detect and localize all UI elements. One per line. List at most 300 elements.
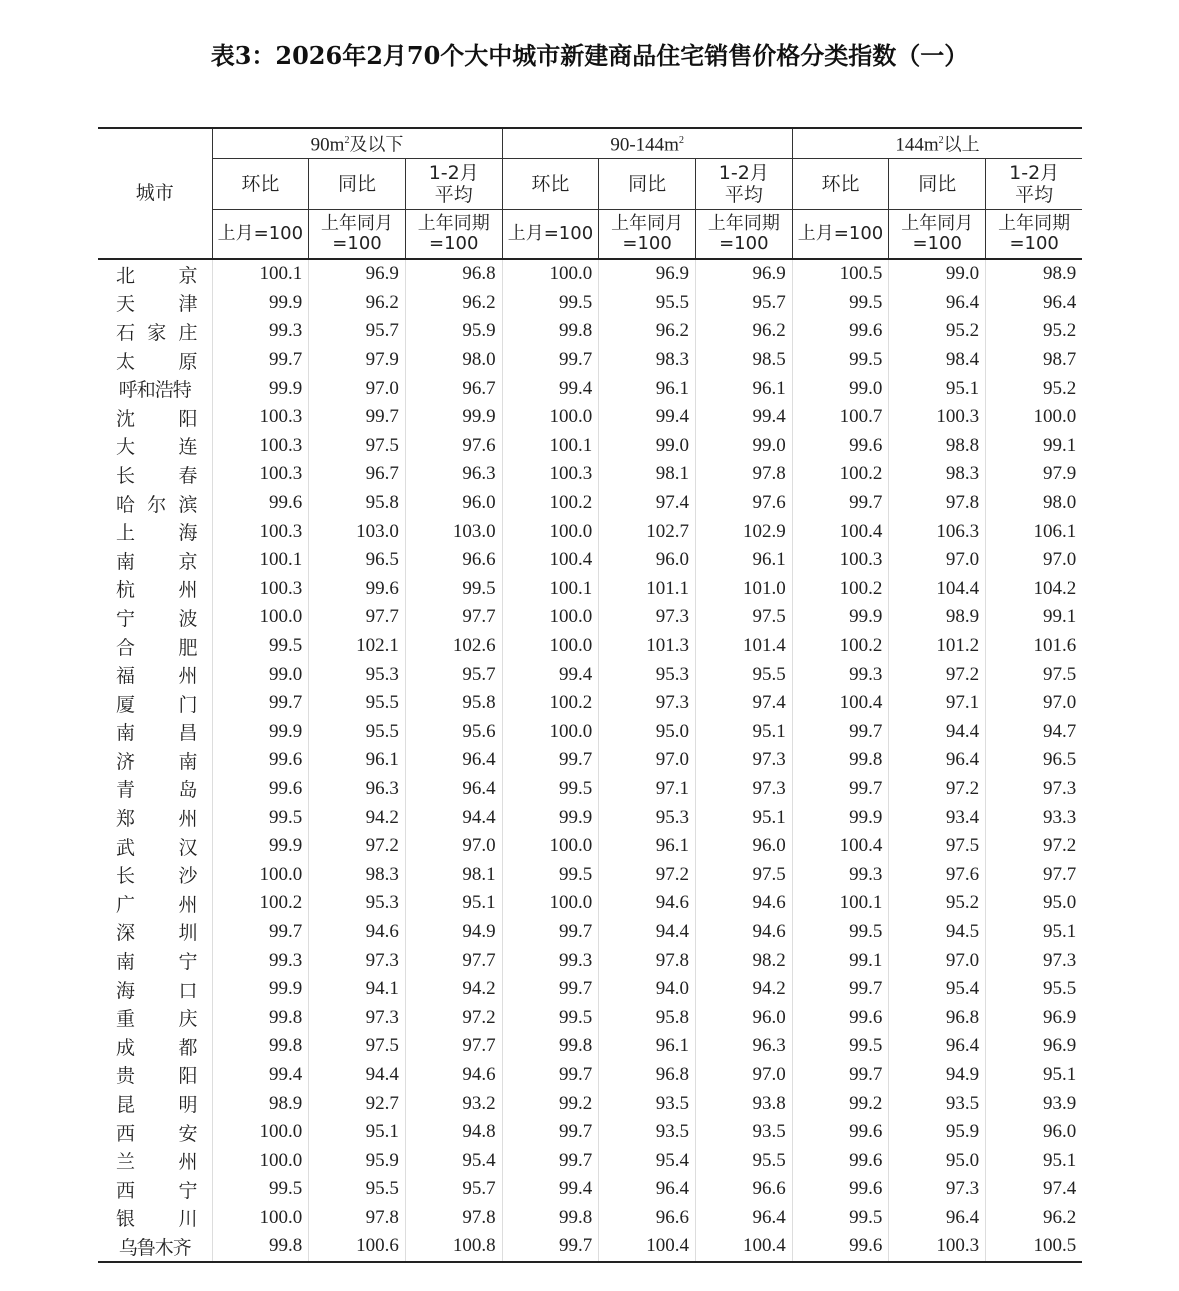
- table-row: [98, 689, 1082, 718]
- group-label: 90-144m: [610, 134, 679, 156]
- index-value-cell: 95.5: [309, 689, 406, 718]
- index-value-cell: 97.8: [405, 1204, 502, 1233]
- index-value-cell: 99.4: [212, 1061, 309, 1090]
- index-value-cell: 100.2: [792, 632, 889, 661]
- index-value-cell: 95.1: [695, 718, 792, 747]
- index-value-cell: 99.7: [502, 746, 599, 775]
- index-value-cell: 100.0: [502, 403, 599, 432]
- index-value-cell: 93.5: [599, 1089, 696, 1118]
- index-value-cell: 100.3: [889, 1232, 986, 1262]
- index-value-cell: 99.1: [986, 432, 1083, 461]
- metric-header-line: 同比: [628, 173, 667, 195]
- base-header: [889, 210, 986, 260]
- base-header-line: 上月=100: [507, 223, 594, 244]
- index-value-cell: 99.9: [212, 832, 309, 861]
- superscript: 2: [938, 135, 944, 147]
- index-value-cell: 99.8: [212, 1232, 309, 1262]
- index-value-cell: 100.3: [212, 517, 309, 546]
- index-value-cell: 99.6: [792, 1232, 889, 1262]
- metric-header: [212, 159, 309, 210]
- index-value-cell: 99.7: [792, 975, 889, 1004]
- base-header-line: =100: [429, 233, 479, 254]
- index-value-cell: 99.5: [212, 803, 309, 832]
- index-value-cell: 94.0: [599, 975, 696, 1004]
- index-value-cell: 100.2: [792, 575, 889, 604]
- index-value-cell: 96.0: [695, 1003, 792, 1032]
- index-value-cell: 97.6: [889, 860, 986, 889]
- index-value-cell: 99.5: [502, 1003, 599, 1032]
- index-value-cell: 96.4: [695, 1204, 792, 1233]
- index-value-cell: 98.7: [986, 346, 1083, 375]
- index-value-cell: 94.9: [889, 1061, 986, 1090]
- group-header-row: [98, 128, 1082, 159]
- index-value-cell: 94.9: [405, 918, 502, 947]
- index-value-cell: 97.3: [986, 946, 1083, 975]
- index-value-cell: 97.0: [986, 689, 1083, 718]
- index-value-cell: 99.5: [502, 775, 599, 804]
- index-value-cell: 99.7: [502, 1118, 599, 1147]
- index-value-cell: 95.1: [986, 1061, 1083, 1090]
- index-value-cell: 99.6: [792, 432, 889, 461]
- index-value-cell: 103.0: [309, 517, 406, 546]
- index-value-cell: 97.4: [695, 689, 792, 718]
- metric-header-line: 1-2月: [718, 162, 769, 184]
- city-name: 武 汉: [98, 832, 212, 861]
- index-value-cell: 98.3: [599, 346, 696, 375]
- city-name: 济 南: [98, 746, 212, 775]
- index-value-cell: 96.8: [889, 1003, 986, 1032]
- index-value-cell: 99.0: [599, 432, 696, 461]
- index-value-cell: 100.3: [212, 403, 309, 432]
- index-value-cell: 97.4: [599, 489, 696, 518]
- index-value-cell: 96.9: [986, 1032, 1083, 1061]
- city-name: 郑 州: [98, 803, 212, 832]
- index-value-cell: 96.4: [889, 746, 986, 775]
- index-value-cell: 96.4: [986, 289, 1083, 318]
- index-value-cell: 97.3: [695, 775, 792, 804]
- index-value-cell: 99.6: [792, 1003, 889, 1032]
- metric-header-line: 平均: [1015, 184, 1054, 206]
- table-row: [98, 575, 1082, 604]
- index-value-cell: 100.3: [792, 546, 889, 575]
- metric-header-line: 1-2月: [1009, 162, 1060, 184]
- index-value-cell: 96.9: [309, 259, 406, 289]
- index-value-cell: 98.9: [986, 259, 1083, 289]
- table-row: [98, 1204, 1082, 1233]
- index-value-cell: 99.7: [212, 918, 309, 947]
- index-value-cell: 97.7: [405, 946, 502, 975]
- index-value-cell: 100.1: [212, 546, 309, 575]
- index-value-cell: 94.7: [986, 718, 1083, 747]
- index-value-cell: 95.3: [599, 660, 696, 689]
- index-value-cell: 95.4: [599, 1146, 696, 1175]
- city-name: 太 原: [98, 346, 212, 375]
- city-name: 南 宁: [98, 946, 212, 975]
- index-value-cell: 97.0: [405, 832, 502, 861]
- index-value-cell: 99.9: [212, 289, 309, 318]
- index-value-cell: 97.9: [309, 346, 406, 375]
- index-value-cell: 96.4: [405, 775, 502, 804]
- index-value-cell: 96.6: [695, 1175, 792, 1204]
- city-name: 北 京: [98, 259, 212, 289]
- index-value-cell: 97.6: [695, 489, 792, 518]
- base-header: [309, 210, 406, 260]
- index-value-cell: 97.3: [599, 603, 696, 632]
- index-value-cell: 97.1: [889, 689, 986, 718]
- index-value-cell: 96.2: [695, 317, 792, 346]
- index-value-cell: 97.0: [889, 946, 986, 975]
- index-value-cell: 97.2: [405, 1003, 502, 1032]
- index-value-cell: 94.4: [889, 718, 986, 747]
- index-value-cell: 95.8: [309, 489, 406, 518]
- table-row: [98, 975, 1082, 1004]
- table-row: [98, 432, 1082, 461]
- index-value-cell: 101.4: [695, 632, 792, 661]
- table-row: [98, 632, 1082, 661]
- index-value-cell: 95.8: [405, 689, 502, 718]
- index-value-cell: 95.2: [986, 374, 1083, 403]
- index-value-cell: 97.8: [599, 946, 696, 975]
- index-value-cell: 96.9: [986, 1003, 1083, 1032]
- index-value-cell: 99.7: [792, 718, 889, 747]
- index-value-cell: 100.5: [986, 1232, 1083, 1262]
- index-value-cell: 97.5: [309, 432, 406, 461]
- index-value-cell: 94.1: [309, 975, 406, 1004]
- index-value-cell: 94.6: [695, 918, 792, 947]
- city-name: 西 安: [98, 1118, 212, 1147]
- city-name: 成 都: [98, 1032, 212, 1061]
- index-value-cell: 95.3: [309, 660, 406, 689]
- index-value-cell: 97.3: [599, 689, 696, 718]
- index-value-cell: 98.1: [599, 460, 696, 489]
- index-value-cell: 99.6: [792, 1175, 889, 1204]
- index-value-cell: 99.0: [695, 432, 792, 461]
- base-header-line: 上年同期: [707, 213, 780, 234]
- index-value-cell: 99.7: [212, 689, 309, 718]
- index-value-cell: 100.0: [212, 603, 309, 632]
- index-value-cell: 95.9: [889, 1118, 986, 1147]
- index-value-cell: 95.5: [695, 1146, 792, 1175]
- index-value-cell: 99.8: [792, 746, 889, 775]
- index-value-cell: 102.6: [405, 632, 502, 661]
- index-value-cell: 96.2: [405, 289, 502, 318]
- index-value-cell: 100.3: [502, 460, 599, 489]
- table-row: [98, 946, 1082, 975]
- index-value-cell: 100.4: [695, 1232, 792, 1262]
- table-row: [98, 660, 1082, 689]
- index-value-cell: 99.8: [502, 1032, 599, 1061]
- index-value-cell: 94.8: [405, 1118, 502, 1147]
- index-value-cell: 95.5: [309, 1175, 406, 1204]
- index-value-cell: 99.7: [792, 1061, 889, 1090]
- index-value-cell: 99.3: [792, 660, 889, 689]
- index-value-cell: 95.5: [599, 289, 696, 318]
- group-header-small: [212, 128, 502, 159]
- index-value-cell: 99.7: [502, 918, 599, 947]
- index-value-cell: 98.0: [405, 346, 502, 375]
- city-name: 昆 明: [98, 1089, 212, 1118]
- index-value-cell: 96.1: [695, 374, 792, 403]
- base-header-line: =100: [622, 233, 672, 254]
- index-value-cell: 94.4: [599, 918, 696, 947]
- city-column-header: 城市: [98, 128, 212, 259]
- table-row: [98, 746, 1082, 775]
- index-value-cell: 93.4: [889, 803, 986, 832]
- index-value-cell: 99.5: [792, 918, 889, 947]
- city-name: 深 圳: [98, 918, 212, 947]
- metric-header: [792, 159, 889, 210]
- city-name: 兰 州: [98, 1146, 212, 1175]
- index-value-cell: 100.1: [502, 432, 599, 461]
- index-value-cell: 99.5: [792, 289, 889, 318]
- city-name: 南 昌: [98, 718, 212, 747]
- index-value-cell: 97.8: [695, 460, 792, 489]
- group-label: 144m: [895, 134, 939, 156]
- index-value-cell: 100.2: [502, 689, 599, 718]
- index-value-cell: 97.5: [695, 603, 792, 632]
- index-value-cell: 97.2: [309, 832, 406, 861]
- index-value-cell: 99.8: [502, 1204, 599, 1233]
- base-header: [502, 210, 599, 260]
- table-row: [98, 1146, 1082, 1175]
- index-value-cell: 97.7: [405, 1032, 502, 1061]
- table-row: [98, 889, 1082, 918]
- metric-header-row: [98, 159, 1082, 210]
- index-value-cell: 99.9: [405, 403, 502, 432]
- index-value-cell: 97.1: [599, 775, 696, 804]
- table-row: [98, 517, 1082, 546]
- index-value-cell: 97.3: [309, 1003, 406, 1032]
- index-value-cell: 95.2: [889, 317, 986, 346]
- base-header: [212, 210, 309, 260]
- index-value-cell: 100.0: [212, 860, 309, 889]
- index-value-cell: 94.4: [405, 803, 502, 832]
- base-header-line: =100: [1009, 233, 1059, 254]
- index-value-cell: 96.1: [599, 374, 696, 403]
- index-value-cell: 99.7: [502, 1061, 599, 1090]
- index-value-cell: 101.0: [695, 575, 792, 604]
- index-value-cell: 103.0: [405, 517, 502, 546]
- metric-header-line: 环比: [821, 173, 860, 195]
- index-value-cell: 95.1: [405, 889, 502, 918]
- table-row: [98, 317, 1082, 346]
- index-value-cell: 99.6: [792, 1146, 889, 1175]
- table-row: [98, 1061, 1082, 1090]
- metric-header-line: 同比: [918, 173, 957, 195]
- index-value-cell: 96.6: [599, 1204, 696, 1233]
- index-value-cell: 101.6: [986, 632, 1083, 661]
- index-value-cell: 97.2: [986, 832, 1083, 861]
- index-value-cell: 98.1: [405, 860, 502, 889]
- index-value-cell: 100.2: [212, 889, 309, 918]
- index-value-cell: 99.7: [502, 346, 599, 375]
- index-value-cell: 98.9: [889, 603, 986, 632]
- index-value-cell: 96.5: [986, 746, 1083, 775]
- index-value-cell: 95.5: [309, 718, 406, 747]
- index-value-cell: 95.8: [599, 1003, 696, 1032]
- table-title: 表3：2026年2月70个大中城市新建商品住宅销售价格分类指数（一）: [210, 41, 969, 70]
- index-value-cell: 99.2: [792, 1089, 889, 1118]
- index-value-cell: 99.9: [502, 803, 599, 832]
- index-value-cell: 97.3: [889, 1175, 986, 1204]
- index-value-cell: 96.9: [599, 259, 696, 289]
- index-value-cell: 99.5: [502, 289, 599, 318]
- index-value-cell: 97.0: [309, 374, 406, 403]
- base-header: [405, 210, 502, 260]
- index-value-cell: 96.5: [309, 546, 406, 575]
- index-value-cell: 99.5: [212, 632, 309, 661]
- metric-header-line: 环比: [241, 173, 280, 195]
- base-header-line: 上年同期: [998, 213, 1071, 234]
- index-value-cell: 96.8: [405, 259, 502, 289]
- index-value-cell: 99.9: [792, 603, 889, 632]
- index-value-cell: 100.1: [502, 575, 599, 604]
- base-header: [695, 210, 792, 260]
- index-value-cell: 100.2: [502, 489, 599, 518]
- base-header-row: [98, 210, 1082, 260]
- index-value-cell: 96.2: [986, 1204, 1083, 1233]
- index-value-cell: 94.2: [309, 803, 406, 832]
- index-value-cell: 99.3: [212, 317, 309, 346]
- table-row: [98, 289, 1082, 318]
- index-value-cell: 99.5: [212, 1175, 309, 1204]
- group-suffix: 以上: [943, 134, 980, 156]
- index-value-cell: 93.9: [986, 1089, 1083, 1118]
- index-value-cell: 94.4: [309, 1061, 406, 1090]
- base-header-line: 上年同月: [321, 213, 394, 234]
- index-value-cell: 97.0: [889, 546, 986, 575]
- index-value-cell: 99.3: [502, 946, 599, 975]
- index-value-cell: 100.2: [792, 460, 889, 489]
- index-value-cell: 100.6: [309, 1232, 406, 1262]
- index-value-cell: 104.4: [889, 575, 986, 604]
- base-header: [986, 210, 1083, 260]
- index-value-cell: 99.9: [212, 718, 309, 747]
- index-value-cell: 96.4: [599, 1175, 696, 1204]
- index-value-cell: 99.7: [792, 489, 889, 518]
- index-value-cell: 98.3: [309, 860, 406, 889]
- city-name: 合 肥: [98, 632, 212, 661]
- table-row: [98, 1032, 1082, 1061]
- index-value-cell: 95.0: [986, 889, 1083, 918]
- index-value-cell: 99.9: [792, 803, 889, 832]
- index-value-cell: 96.1: [599, 832, 696, 861]
- city-name: 杭 州: [98, 575, 212, 604]
- index-value-cell: 95.2: [986, 317, 1083, 346]
- index-value-cell: 97.5: [695, 860, 792, 889]
- index-value-cell: 98.3: [889, 460, 986, 489]
- index-value-cell: 95.2: [889, 889, 986, 918]
- city-name: 海 口: [98, 975, 212, 1004]
- index-value-cell: 97.0: [599, 746, 696, 775]
- metric-header: [889, 159, 986, 210]
- index-value-cell: 97.3: [986, 775, 1083, 804]
- index-value-cell: 93.8: [695, 1089, 792, 1118]
- index-value-cell: 100.0: [502, 259, 599, 289]
- index-value-cell: 100.4: [502, 546, 599, 575]
- index-value-cell: 101.2: [889, 632, 986, 661]
- index-value-cell: 97.9: [986, 460, 1083, 489]
- table-row: [98, 1118, 1082, 1147]
- city-name: 宁 波: [98, 603, 212, 632]
- index-value-cell: 100.3: [889, 403, 986, 432]
- index-value-cell: 99.8: [212, 1032, 309, 1061]
- index-value-cell: 95.7: [309, 317, 406, 346]
- index-value-cell: 100.0: [502, 889, 599, 918]
- base-header: [792, 210, 889, 260]
- index-value-cell: 94.6: [695, 889, 792, 918]
- metric-header-line: 平均: [724, 184, 763, 206]
- index-value-cell: 96.3: [405, 460, 502, 489]
- index-value-cell: 96.4: [889, 1032, 986, 1061]
- index-value-cell: 95.1: [986, 918, 1083, 947]
- city-name: 贵 阳: [98, 1061, 212, 1090]
- index-value-cell: 95.4: [405, 1146, 502, 1175]
- index-value-cell: 94.6: [405, 1061, 502, 1090]
- index-value-cell: 99.4: [502, 1175, 599, 1204]
- index-value-cell: 96.4: [889, 289, 986, 318]
- base-header: [599, 210, 696, 260]
- index-value-cell: 100.3: [212, 575, 309, 604]
- index-value-cell: 100.7: [792, 403, 889, 432]
- group-header-medium: [502, 128, 792, 159]
- index-value-cell: 98.5: [695, 346, 792, 375]
- index-value-cell: 95.7: [405, 660, 502, 689]
- base-header-line: 上年同月: [611, 213, 684, 234]
- index-value-cell: 99.8: [212, 1003, 309, 1032]
- price-index-table: [98, 127, 1082, 1263]
- base-header-line: =100: [719, 233, 769, 254]
- superscript: 2: [678, 135, 684, 147]
- index-value-cell: 96.0: [986, 1118, 1083, 1147]
- index-value-cell: 95.5: [986, 975, 1083, 1004]
- index-value-cell: 99.5: [792, 346, 889, 375]
- index-value-cell: 100.3: [212, 460, 309, 489]
- index-value-cell: 104.2: [986, 575, 1083, 604]
- index-value-cell: 96.7: [405, 374, 502, 403]
- city-name: 沈 阳: [98, 403, 212, 432]
- index-value-cell: 95.1: [889, 374, 986, 403]
- city-name: 福 州: [98, 660, 212, 689]
- index-value-cell: 92.7: [309, 1089, 406, 1118]
- index-value-cell: 100.0: [986, 403, 1083, 432]
- city-name: 石家庄: [98, 317, 212, 346]
- base-header-line: 上年同月: [901, 213, 974, 234]
- index-value-cell: 100.1: [212, 259, 309, 289]
- index-value-cell: 99.7: [309, 403, 406, 432]
- index-value-cell: 99.4: [502, 660, 599, 689]
- index-value-cell: 96.4: [889, 1204, 986, 1233]
- index-value-cell: 95.7: [405, 1175, 502, 1204]
- index-value-cell: 100.0: [212, 1204, 309, 1233]
- index-value-cell: 100.3: [212, 432, 309, 461]
- index-value-cell: 94.5: [889, 918, 986, 947]
- base-header-line: 上年同期: [417, 213, 490, 234]
- index-value-cell: 99.6: [792, 317, 889, 346]
- index-value-cell: 93.2: [405, 1089, 502, 1118]
- table-row: [98, 860, 1082, 889]
- index-value-cell: 99.5: [502, 860, 599, 889]
- metric-header: [986, 159, 1083, 210]
- index-value-cell: 95.1: [986, 1146, 1083, 1175]
- index-value-cell: 99.1: [792, 946, 889, 975]
- city-name: 上 海: [98, 517, 212, 546]
- city-name: 重 庆: [98, 1003, 212, 1032]
- index-value-cell: 100.0: [502, 603, 599, 632]
- city-name: 银 川: [98, 1204, 212, 1233]
- index-value-cell: 93.3: [986, 803, 1083, 832]
- index-value-cell: 96.2: [309, 289, 406, 318]
